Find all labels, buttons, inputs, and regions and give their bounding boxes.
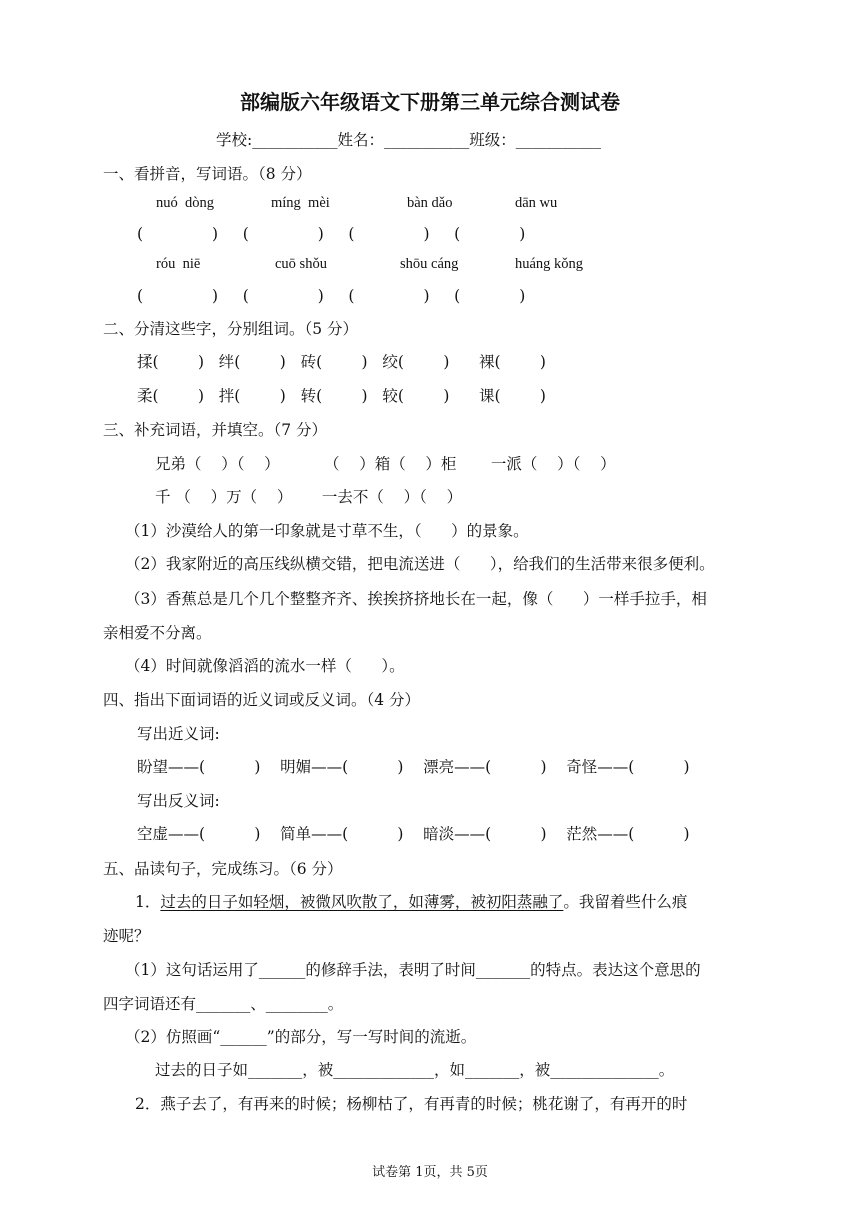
pinyin-item: bàn dǎo [407, 195, 453, 211]
answer-blanks-row: ( ) ( ) ( ) ( ) [137, 287, 526, 305]
passage-line: 迹呢？ [103, 927, 150, 945]
passage-2-line: 2．燕子去了，有再来的时候；杨柳枯了，有再青的时候；桃花谢了，有再开的时 [135, 1095, 688, 1113]
question-line: （1）沙漠给人的第一印象就是寸草不生，（ ）的景象。 [125, 522, 529, 540]
pinyin-item: dān wu [515, 195, 558, 211]
pinyin-item: nuó dòng [156, 195, 214, 211]
char-group-row: 揉( ) 绊( ) 砖( ) 绞( ) 裸( ) [137, 353, 546, 371]
underlined-sentence: 过去的日子如轻烟，被微风吹散了，如薄雾，被初阳蒸融了 [160, 893, 564, 911]
question-line: 四字词语还有_______、________。 [103, 995, 344, 1013]
section-2-heading: 二、分清这些字，分别组词。（5 分） [103, 320, 359, 338]
question-line: （2）我家附近的高压线纵横交错，把电流送进（ ），给我们的生活带来很多便利。 [125, 555, 715, 573]
pinyin-item: shōu cáng [400, 256, 459, 272]
answer-blanks-row: ( ) ( ) ( ) ( ) [137, 225, 526, 243]
pinyin-item: huáng kǒng [515, 256, 584, 272]
antonym-row: 空虚——( ) 简单——( ) 暗淡——( ) 茫然——( ) [137, 825, 690, 843]
char-group-row: 柔( ) 拌( ) 转( ) 较( ) 课( ) [137, 387, 546, 405]
question-line: 亲相爱不分离。 [103, 624, 212, 642]
section-3-heading: 三、补充词语，并填空。（7 分） [103, 421, 328, 439]
question-line: （3）香蕉总是几个几个整整齐齐、挨挨挤挤地长在一起，像（ ）一样手拉手，相 [125, 590, 707, 608]
synonym-row: 盼望——( ) 明媚——( ) 漂亮——( ) 奇怪——( ) [137, 758, 690, 776]
page-footer: 试卷第 1页，共 5页 [372, 1165, 488, 1180]
passage-1-line [135, 890, 687, 912]
antonym-label: 写出反义词: [137, 792, 220, 810]
section-5-heading: 五、品读句子，完成练习。（6 分） [103, 860, 343, 878]
pinyin-item: míng mèi [271, 195, 330, 211]
passage-number: 1． [135, 893, 161, 911]
pinyin-item: cuō shǒu [275, 256, 327, 272]
idiom-fill-row: 千 （ ）万（ ） 一去不（ ）（ ） [155, 488, 463, 506]
section-1-heading: 一、看拼音，写词语。（8 分） [103, 165, 312, 183]
question-line: （2）仿照画“______”的部分，写一写时间的流逝。 [125, 1028, 477, 1046]
student-info-line: 学校:___________姓名：___________班级：___________ [216, 131, 601, 149]
synonym-label: 写出近义词: [137, 725, 220, 743]
question-line: （1）这句话运用了______的修辞手法，表明了时间_______的特点。表达这个意思的 [125, 961, 701, 979]
section-4-heading: 四、指出下面词语的近义词或反义词。（4 分） [103, 691, 421, 709]
question-line: （4）时间就像滔滔的流水一样（ ）。 [125, 657, 405, 675]
pinyin-item: róu niē [156, 256, 201, 272]
passage-text: 。我留着些什么痕 [563, 893, 688, 911]
idiom-fill-row: 兄弟（ ）（ ） （ ）箱（ ）柜 一派（ ）（ ） [155, 455, 616, 473]
fill-in-line: 过去的日子如_______，被_____________，如_______，被______________。 [155, 1061, 675, 1079]
page-title: 部编版六年级语文下册第三单元综合测试卷 [240, 90, 620, 114]
